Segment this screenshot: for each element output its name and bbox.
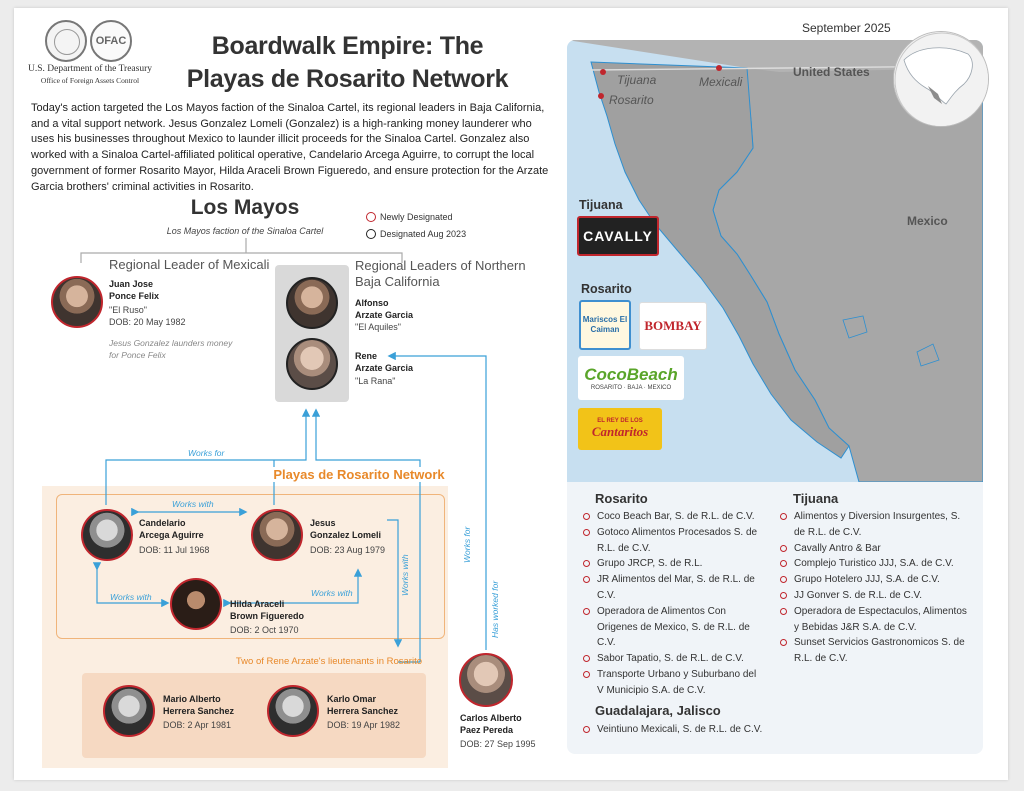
lieutenants-title: Two of Rene Arzate's lieutenants in Rosarito (235, 656, 422, 667)
hilda-brown-name: Hilda Araceli Brown Figueredo (230, 599, 304, 621)
list-item: Veintiuno Mexicali, S. de R.L. de C.V. (583, 722, 773, 738)
mariscos-caiman-logo: Mariscos El Caiman (579, 300, 631, 350)
hilda-brown-dob: DOB: 2 Oct 1970 (230, 625, 299, 635)
los-mayos-title: Los Mayos (190, 196, 300, 219)
carlos-paez-photo (459, 653, 513, 707)
office-name: Office of Foreign Assets Control (40, 76, 140, 85)
list-item: Sunset Servicios Gastronomicos S. de R.L. de C.V. (780, 635, 970, 667)
ponce-felix-note: Jesus Gonzalez launders money for Ponce Felix (109, 338, 233, 360)
page-title: Boardwalk Empire: The Playas de Rosarito Network (186, 32, 509, 93)
list-item: Operadora de Espectaculos, Alimentos y Bebidas J&R S.A. de C.V. (780, 604, 970, 636)
list-item: Transporte Urbano y Suburbano del V Municipio S.A. de C.V. (583, 667, 763, 699)
department-name: U.S. Department of the Treasury (27, 64, 152, 74)
city-label-tijuana: Tijuana (617, 73, 657, 87)
ponce-felix-name: Juan Jose Ponce Felix (109, 279, 160, 301)
karlo-herrera-name: Karlo Omar Herrera Sanchez (327, 694, 399, 716)
works-for-label: Works for (188, 448, 225, 458)
cocobeach-logo: CocoBeach ROSARITO · BAJA · MEXICO (578, 356, 684, 400)
list-item: JJ Gonver S. de R.L. de C.V. (780, 588, 970, 604)
rosarito-entities-header: Rosarito (595, 491, 648, 506)
works-with-label: Works with (110, 592, 152, 602)
list-item: Alimentos y Diversion Insurgentes, S. de R.L. de C.V. (780, 509, 970, 541)
guadalajara-entity-list (583, 722, 773, 738)
release-date: September 2025 (802, 21, 891, 35)
list-item: Complejo Turistico JJJ, S.A. de C.V. (780, 556, 970, 572)
ponce-felix-info: "El Ruso" DOB: 20 May 1982 (109, 305, 186, 327)
locator-globe-icon (893, 31, 989, 127)
legend-label: Designated Aug 2023 (380, 229, 467, 239)
mexicali-marker (716, 65, 722, 71)
karlo-herrera-photo (267, 685, 319, 737)
los-mayos-subtitle: Los Mayos faction of the Sinaloa Cartel (166, 226, 324, 236)
tijuana-entity-list (780, 509, 970, 667)
hilda-brown-photo (170, 578, 222, 630)
karlo-herrera-dob: DOB: 19 Apr 1982 (327, 720, 401, 730)
candelario-name: Candelario Arcega Aguirre (139, 518, 204, 540)
list-item: Grupo JRCP, S. de R.L. (583, 556, 763, 572)
mario-herrera-name: Mario Alberto Herrera Sanchez (163, 694, 235, 716)
candelario-photo (81, 509, 133, 561)
city-label-mexicali: Mexicali (699, 75, 743, 89)
carlos-paez-dob: DOB: 27 Sep 1995 (460, 739, 536, 749)
rosarito-marker (598, 93, 604, 99)
tijuana-marker (600, 69, 606, 75)
mexicali-leader-header: Regional Leader of Mexicali (109, 257, 270, 272)
country-label-us: United States (793, 65, 870, 79)
carlos-paez-name: Carlos Alberto Paez Pereda (460, 713, 522, 735)
ofac-seal-icon: OFAC (90, 20, 132, 62)
city-label-rosarito: Rosarito (609, 93, 654, 107)
guadalajara-entities-header: Guadalajara, Jalisco (595, 703, 721, 718)
rosarito-entity-list (583, 509, 763, 699)
network-title: Playas de Rosarito Network (266, 467, 452, 482)
legend-label: Newly Designated (380, 212, 453, 222)
list-item: Cavally Antro & Bar (780, 541, 970, 557)
jesus-gonzalez-name: Jesus Gonzalez Lomeli (310, 518, 382, 540)
list-item: Coco Beach Bar, S. de R.L. de C.V. (583, 509, 763, 525)
mario-herrera-dob: DOB: 2 Apr 1981 (163, 720, 232, 730)
rene-arzate-name: Rene Arzate Garcia (355, 351, 414, 373)
mario-herrera-photo (103, 685, 155, 737)
map-panel (567, 40, 983, 754)
list-item: Gotoco Alimentos Procesados S. de R.L. de C.V. (583, 525, 763, 557)
list-item: JR Alimentos del Mar, S. de R.L. de C.V. (583, 572, 763, 604)
list-item: Grupo Hotelero JJJ, S.A. de C.V. (780, 572, 970, 588)
jesus-gonzalez-dob: DOB: 23 Aug 1979 (310, 545, 386, 555)
northern-baja-header: Regional Leaders of Northern Baja California (355, 258, 526, 289)
alfonso-arzate-alias: "El Aquiles" (355, 322, 401, 332)
jesus-gonzalez-photo (251, 509, 303, 561)
candelario-dob: DOB: 11 Jul 1968 (139, 545, 210, 555)
tijuana-logos-header: Tijuana (579, 198, 623, 212)
alfonso-arzate-name: Alfonso Arzate Garcia (355, 298, 414, 320)
rene-arzate-alias: "La Rana" (355, 376, 396, 386)
works-with-vertical-label: Works with (400, 554, 410, 596)
cantaritos-logo: EL REY DE LOS Cantaritos (578, 408, 662, 450)
bombay-logo: BOMBAY (639, 302, 707, 350)
rosarito-logos-header: Rosarito (581, 282, 632, 296)
list-item: Sabor Tapatio, S. de R.L. de C.V. (583, 651, 763, 667)
works-with-label: Works with (172, 499, 214, 509)
country-label-mexico: Mexico (907, 214, 948, 228)
cavally-logo: CAVALLY (577, 216, 659, 256)
has-worked-for-label: Has worked for (490, 580, 500, 638)
works-with-label: Works with (311, 588, 353, 598)
tijuana-entities-header: Tijuana (793, 491, 839, 506)
list-item: Operadora de Alimentos Con Origenes de Mexico, S. de R.L. de C.V. (583, 604, 763, 651)
intro-paragraph: Today's action targeted the Los Mayos faction of the Sinaloa Cartel, its regional leaders in Baja California, and a vital support network. Jesus Gonzalez Lomeli (Gonzalez) is a high-ranking money launderer who uses his businesses throughout Mexico to launder illicit proceeds for the Sinaloa Cartel. Gonzalez also worked with a Sinaloa Cartel-affiliated political operative, Candelario Arcega Aguirre, to corrupt the local government of former Rosarito Mayor, Hilda Araceli Brown Figueredo, and ensure protection for the Arzate Garcia brothers' criminal activities in Rosarito. (31, 102, 549, 193)
works-for-vertical-label: Works for (462, 526, 472, 563)
